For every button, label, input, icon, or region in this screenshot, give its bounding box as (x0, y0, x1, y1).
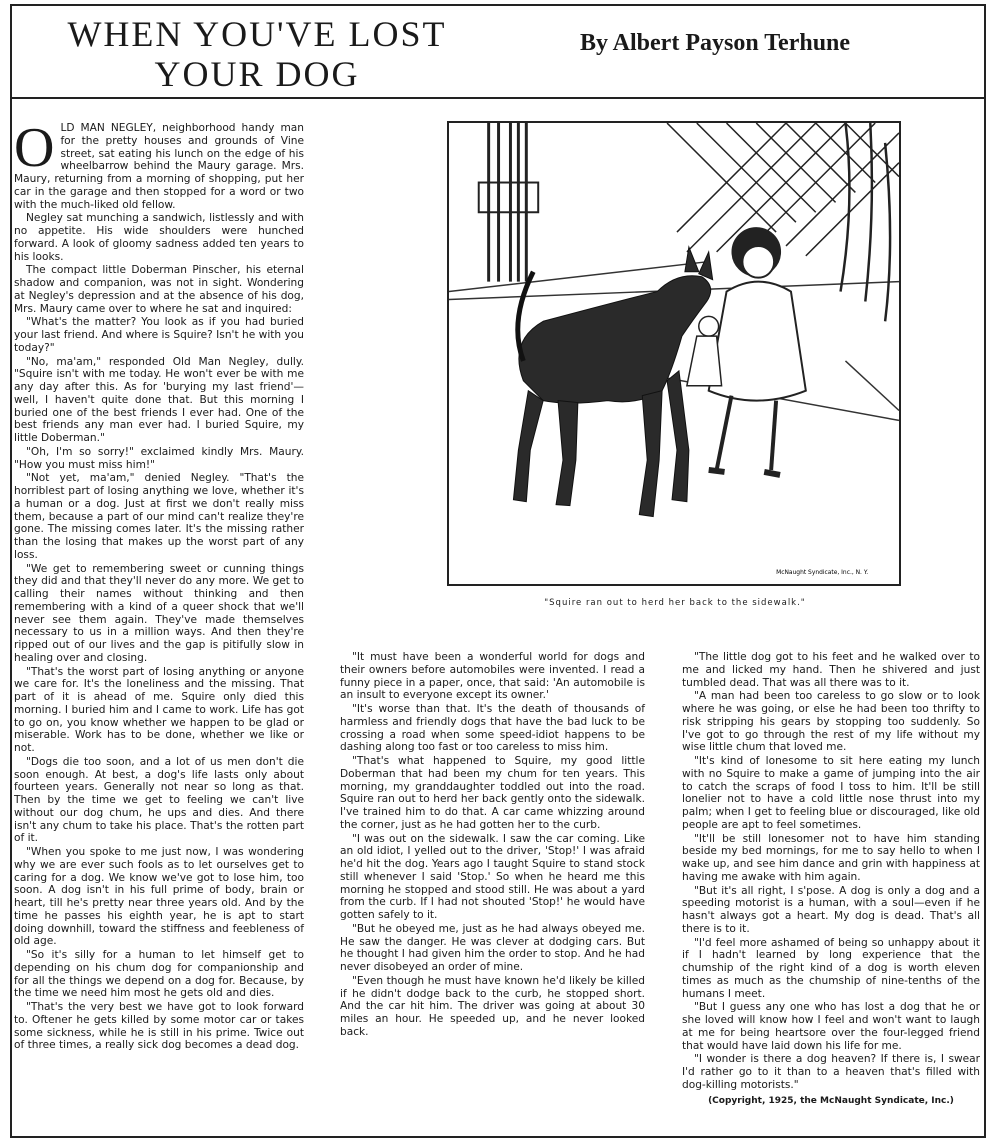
paragraph: "It must have been a wonderful world for dogs and their owners before automobiles were invented. I read a funny piece in a paper, once, that said: 'An automobile is an insult to everyone except its owner.' (340, 651, 645, 702)
paragraph: "It's worse than that. It's the death of thousands of harmless and friendly dogs that have the bad luck to be crossing a road when some speed-idiot happens to be dashing along too fast or too careless to miss him. (340, 703, 645, 754)
paragraph: "What's the matter? You look as if you had buried your last friend. And where is Squire? Isn't he with you today?" (14, 316, 304, 354)
paragraph: "So it's silly for a human to let himself get to depending on his chum dog for companionship and for all the things we depend on a dog for. Because, by the time we need him most he gets old and dies. (14, 949, 304, 1000)
article-column-2 (340, 651, 645, 1040)
paragraph: "That's what happened to Squire, my good little Doberman that had been my chum for ten years. This morning, my granddaughter toddled out into the road. Squire ran out to herd her back gently onto the sidewalk. I've trained him to do that. A car came whizzing around the corner, just as he had gotten her to the curb. (340, 755, 645, 831)
illustration-caption: "Squire ran out to herd her back to the sidewalk." (544, 598, 806, 608)
paragraph: "That's the worst part of losing anything or anyone we care for. It's the loneliness and the missing. That part of it is ahead of me. Squire only died this morning. I buried him and I came to work. Life has got to go on, you know whether we happen to be glad or miserable. Work has to be done, whether we like or not. (14, 665, 304, 754)
article-title (22, 14, 492, 94)
article-column-3 (682, 651, 980, 1107)
paragraph: The compact little Doberman Pinscher, his eternal shadow and companion, was not in sight. Wondering at Negley's depression and at the absence of his dog, Mrs. Maury came over to where he sat and inquired: (14, 264, 304, 315)
paragraph: "When you spoke to me just now, I was wondering why we are ever such fools as to let ourselves get to caring for a dog. We know we've got to lose him, too soon. A dog isn't in his full prime of body, brain or heart, till he's pretty near three years old. And by the time he passes his eighth year, he is apt to start doing downhill, toward the stiffness and feebleness of old age. (14, 846, 304, 948)
paragraph: "It'll be still lonesomer not to have him standing beside my bed mornings, for me to say hello to when I wake up, and see him dance and grin with happiness at having me awake with him again. (682, 832, 980, 883)
paragraph: "No, ma'am," responded Old Man Negley, dully. "Squire isn't with me today. He won't ever be with me any day after this. As for 'burying my last friend'—well, I haven't quite done that. But this morning I buried one of the best friends I ever had. One of the best friends any man ever had. I buried Squire, my little Doberman." (14, 355, 304, 444)
paragraph: "I was out on the sidewalk. I saw the car coming. Like an old idiot, I yelled out to the driver, 'Stop!' I was afraid he'd hit the dog. Years ago I taught Squire to stand stock still whenever I said 'Stop.' So when he heard me this morning he stopped and stood still. He was about a yard from the curb. If I had not shouted 'Stop!' he would have gotten safely to it. (340, 832, 645, 921)
header-rule (12, 97, 984, 99)
paragraph: "I'd feel more ashamed of being so unhappy about it if I hadn't learned by long experience that the chumship of the right kind of a dog is worth eleven times as much as the chumship of nine-tenths of the humans I meet. (682, 936, 980, 1000)
title-line-1: WHEN YOU'VE LOST (67, 14, 447, 54)
illustration-drawing (449, 123, 899, 584)
paragraph: "I wonder is there a dog heaven? If there is, I swear I'd rather go to it than to a heaven that's filled with dog-killing motorists." (682, 1053, 980, 1091)
paragraph: "Even though he must have known he'd likely be killed if he didn't dodge back to the curb, he stopped short. And the car hit him. The driver was going at about 30 miles an hour. He speeded up, and he never looked back. (340, 974, 645, 1038)
paragraph: "A man had been too careless to go slow or to look where he was going, or else he had been too thrifty to risk stripping his gears by stopping too suddenly. So I've got to go through the rest of my life without my wise little chum that loved me. (682, 690, 980, 754)
copyright-notice: (Copyright, 1925, the McNaught Syndicate, Inc.) (708, 1095, 954, 1106)
paragraph: OLD MAN NEGLEY, neighborhood handy man for the pretty houses and grounds of Vine street, sat eating his lunch on the edge of his wheelbarrow behind the Maury garage. Mrs. Maury, returning from a morning of shopping, put her car in the garage and then stopped for a word or two with the much-liked old fellow. (14, 117, 304, 211)
syndicate-mark: McNaught Syndicate, Inc., N. Y. (776, 569, 869, 577)
paragraph: "But it's all right, I s'pose. A dog is only a dog and a speeding motorist is a human, with a soul—even if he hasn't always got a heart. My dog is dead. That's all there is to it. (682, 884, 980, 935)
drop-cap: O (14, 117, 55, 179)
paragraph: "It's kind of lonesome to sit here eating my lunch with no Squire to make a game of jumping into the air to catch the scraps of food I toss to him. It'll be still lonelier not to have a cold little nose thrust into my palm; when I get to feeling blue or discouraged, like old people are apt to feel sometimes. (682, 755, 980, 831)
paragraph: "But he obeyed me, just as he had always obeyed me. He saw the danger. He was clever at dodging cars. But he thought I had given him the order to stop. And he had never disobeyed an order of mine. (340, 922, 645, 973)
paragraph: Negley sat munching a sandwich, listlessly and with no appetite. His wide shoulders were hunched forward. A look of gloomy sadness added ten years to his looks. (14, 212, 304, 263)
paragraph: "Dogs die too soon, and a lot of us men don't die soon enough. At best, a dog's life lasts only about fourteen years. Generally not near so long as that. Then by the time we get to feeling we can't live without our dog chum, he ups and dies. And there isn't any chum to take his place. That's the rotten part of it. (14, 755, 304, 845)
paragraph: "That's the very best we have got to look forward to. Oftener he gets killed by some motor car or takes some sickness, while he is still in his prime. Twice out of three times, a really sick dog becomes a dead dog. (14, 1001, 304, 1052)
paragraph: "Not yet, ma'am," denied Negley. "That's the horriblest part of losing anything we love, whether it's a human or a dog. Just at first we don't really miss them, because a part of our mind can't realize they're gone. The missing comes later. It's the missing rather than the losing that makes up the worst part of any loss. (14, 472, 304, 561)
paragraph: "We get to remembering sweet or cunning things they did and that they'll never do any more. We get to calling their names without thinking and then remembering with a kind of a queer shock that we'll never see them again. They've made themselves necessary to us in a million ways. And then they're ripped out of our lives and the gap is pitifully slow in healing over and closing. (14, 562, 304, 664)
paragraph: "The little dog got to his feet and he walked over to me and licked my hand. Then he shivered and just tumbled dead. That was all there was to it. (682, 651, 980, 689)
byline: By Albert Payson Terhune (580, 30, 851, 56)
paragraph: "But I guess any one who has lost a dog that he or she loved will know how I feel and won't want to laugh at me for being heartsore over the four-legged friend that would have laid down his life for me. (682, 1001, 980, 1052)
illustration-dog-and-girl (447, 121, 901, 586)
article-column-1 (14, 117, 304, 1053)
title-line-2: YOUR DOG (154, 54, 360, 94)
paragraph: "Oh, I'm so sorry!" exclaimed kindly Mrs. Maury. "How you must miss him!" (14, 445, 304, 471)
